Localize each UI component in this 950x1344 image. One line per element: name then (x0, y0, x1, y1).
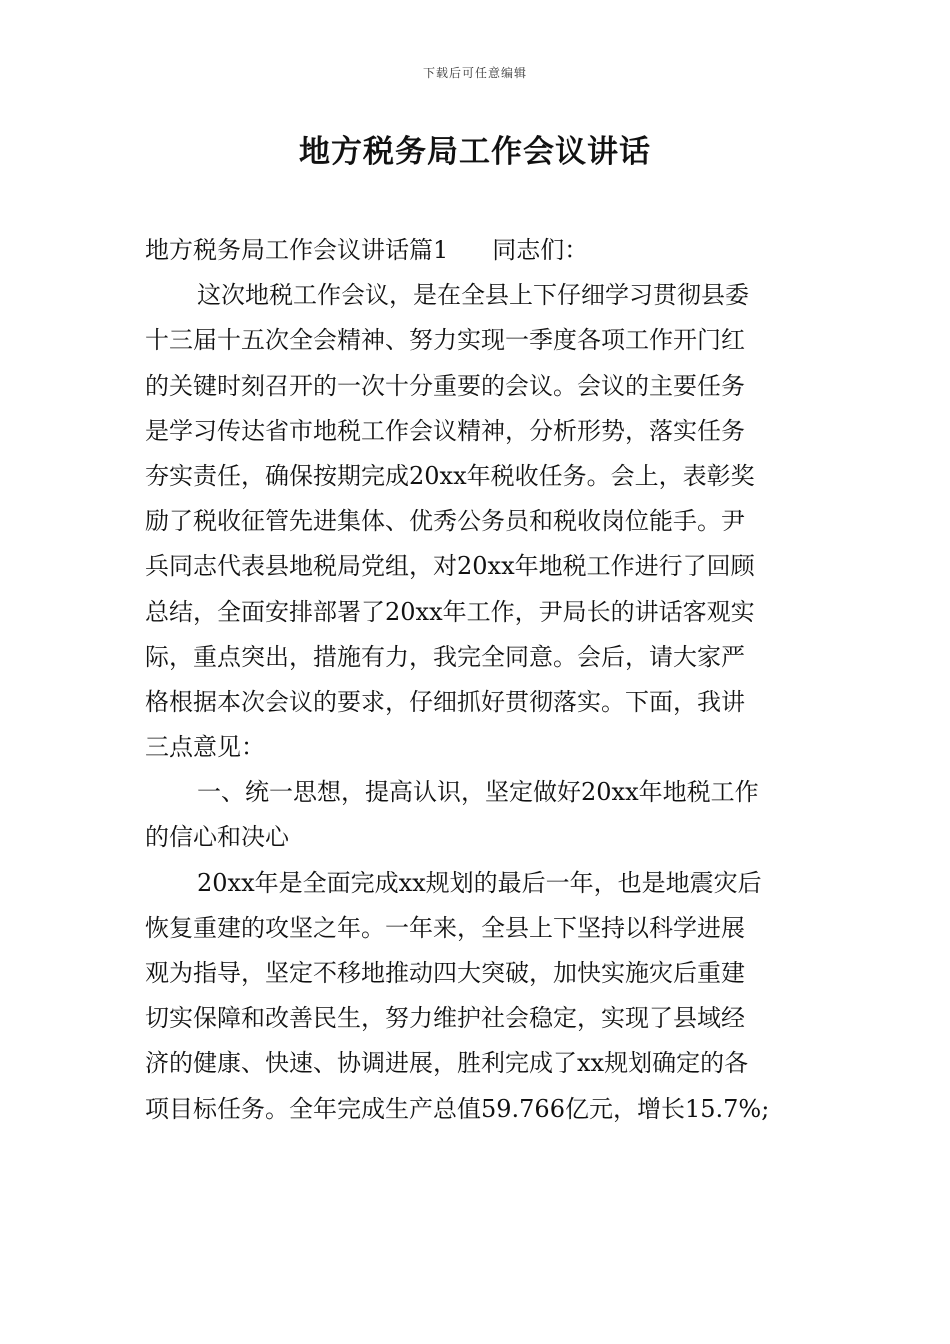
salutation: 同志们： (492, 236, 589, 264)
paragraph-line: 是学习传达省市地税工作会议精神，分析形势，落实任务 (145, 416, 745, 445)
paragraph-line: 观为指导，坚定不移地推动四大突破，加快实施灾后重建 (145, 959, 745, 987)
section-heading: 地方税务局工作会议讲话篇1 (145, 236, 449, 264)
paragraph-line: 格根据本次会议的要求，仔细抓好贯彻落实。下面，我讲 (145, 687, 745, 716)
paragraph-line: 济的健康、快速、协调进展，胜利完成了xx规划确定的各 (145, 1049, 749, 1078)
paragraph-line: 际，重点突出，措施有力，我完全同意。会后，请大家严 (145, 642, 745, 671)
paragraph-line: 总结，全面安排部署了20xx年工作，尹局长的讲话客观实 (145, 597, 755, 626)
intro-line (145, 228, 810, 273)
paragraph-line: 十三届十五次全会精神、努力实现一季度各项工作开门红 (145, 326, 745, 355)
document-body (145, 228, 810, 1132)
paragraph-line: 这次地税工作会议，是在全县上下仔细学习贯彻县委 (197, 281, 749, 310)
paragraph-line: 夯实责任，确保按期完成20xx年税收任务。会上，表彰奖 (145, 461, 755, 490)
paragraph-line: 切实保障和改善民生，努力维护社会稳定，实现了县域经 (145, 1004, 745, 1033)
paragraph-line: 的关键时刻召开的一次十分重要的会议。会议的主要任务 (145, 371, 745, 400)
paragraph-line: 三点意见： (145, 733, 265, 762)
paragraph-line: 项目标任务。全年完成生产总值59.766亿元，增长15.7%; (145, 1094, 770, 1123)
header-note: 下载后可任意编辑 (422, 66, 527, 80)
paragraph-line: 励了税收征管先进集体、优秀公务员和税收岗位能手。尹 (145, 507, 745, 536)
paragraph-line: 一、统一思想，提高认识，坚定做好20xx年地税工作 (197, 778, 759, 807)
paragraph-line: 恢复重建的攻坚之年。一年来，全县上下坚持以科学进展 (145, 913, 745, 942)
document-title: 地方税务局工作会议讲话 (299, 134, 651, 170)
paragraph-line: 的信心和决心 (145, 823, 289, 852)
paragraph-line: 兵同志代表县地税局党组，对20xx年地税工作进行了回顾 (145, 552, 755, 581)
paragraph-line: 20xx年是全面完成xx规划的最后一年，也是地震灾后 (197, 868, 762, 897)
